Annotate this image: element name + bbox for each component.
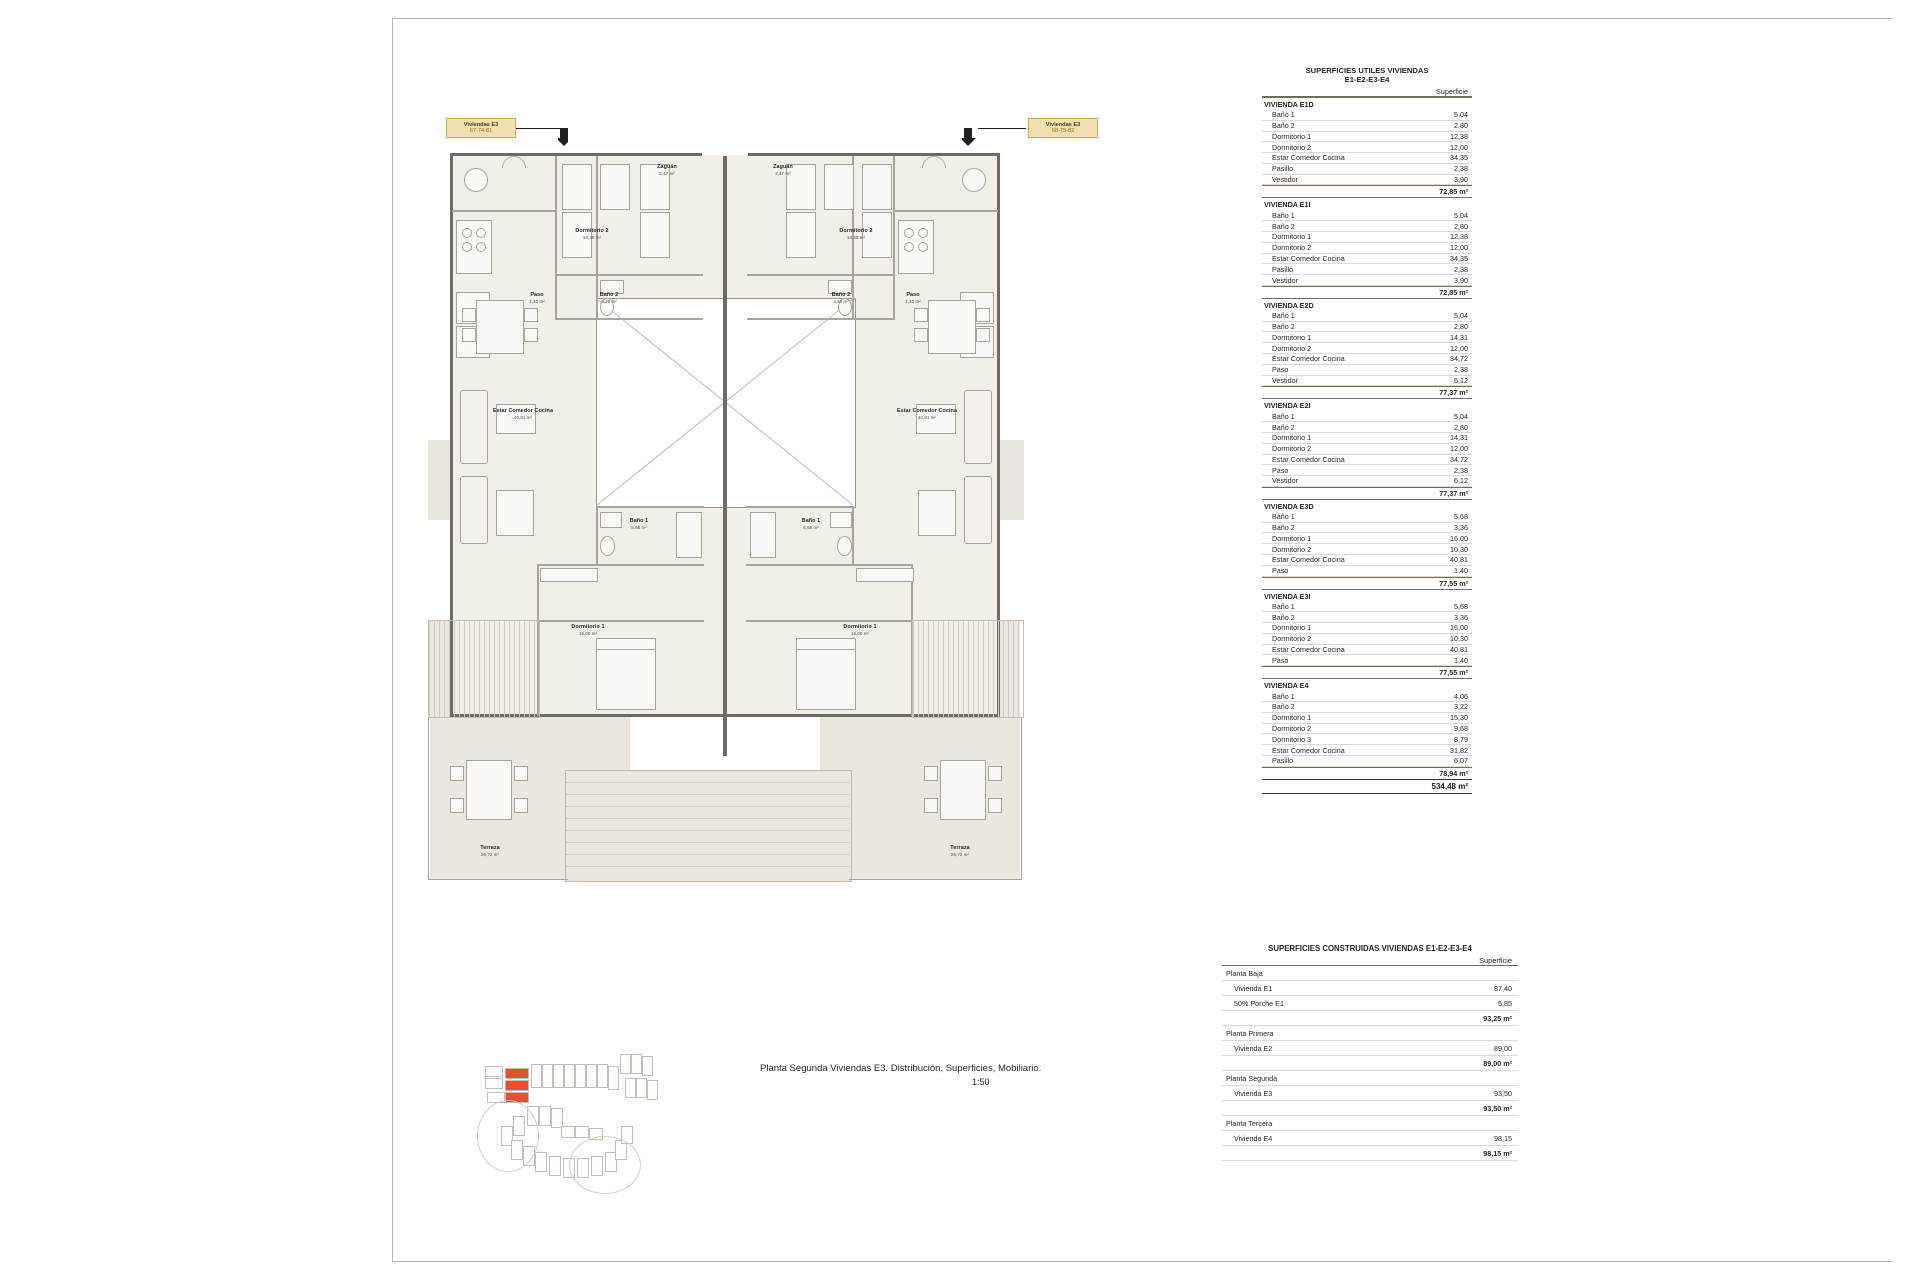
table-row xyxy=(1262,512,1472,523)
table-row xyxy=(1262,713,1472,724)
partition-right-7 xyxy=(852,506,854,566)
row-value: 4,06 xyxy=(1454,691,1468,701)
table-row xyxy=(1262,465,1472,476)
partition-left-11 xyxy=(596,156,598,276)
label-zaguan-right: Zaguán 2,47 m² xyxy=(773,164,793,176)
dining-table-right xyxy=(928,300,976,354)
toilet-left xyxy=(600,536,615,556)
row-label: Estar Comedor Cocina xyxy=(1272,555,1345,565)
table-row xyxy=(1262,602,1472,613)
table-row xyxy=(1262,142,1472,153)
row-value: 34,35 xyxy=(1450,253,1468,263)
bed-dorm2-right-b xyxy=(640,212,670,258)
dwelling-tag-right-codes: 68-75-82 xyxy=(1051,128,1075,134)
label-dorm1-left: Dormitorio 1 16,00 m² xyxy=(571,624,605,636)
table-row xyxy=(1262,354,1472,365)
table2-section-header: Planta Baja xyxy=(1222,966,1518,981)
row-value: 3,90 xyxy=(1454,175,1468,185)
terrace-chair xyxy=(988,798,1002,813)
table-row xyxy=(1262,322,1472,333)
table2-title: SUPERFICIES CONSTRUIDAS VIVIENDAS E1-E2-E3-E4 xyxy=(1268,944,1472,953)
row-value: 14,31 xyxy=(1450,433,1468,443)
label-dorm2-left: Dormitorio 2 10,30 m² xyxy=(575,228,609,240)
row-value: 9,68 xyxy=(1454,723,1468,733)
tv-unit-left xyxy=(496,490,534,536)
partition-left-2 xyxy=(555,274,703,276)
bed-dorm2-r-right-a xyxy=(862,164,892,210)
table-row xyxy=(1262,645,1472,656)
partition-left-10 xyxy=(537,620,704,622)
label-dorm2-right: Dormitorio 2 10,30 m² xyxy=(839,228,873,240)
table-row xyxy=(1262,164,1472,175)
table-row xyxy=(1262,455,1472,466)
table1-group-header: VIVIENDA E1D xyxy=(1262,97,1472,110)
row-value: 3,22 xyxy=(1454,702,1468,712)
table1-group-total: 77,37 m² xyxy=(1262,487,1472,499)
row-label: Estar Comedor Cocina xyxy=(1272,153,1345,163)
table1-col-header: Superficie xyxy=(1262,87,1472,97)
row-value: 12,00 xyxy=(1450,243,1468,253)
partition-right-8 xyxy=(746,564,913,566)
row-value: 5,04 xyxy=(1454,311,1468,321)
armchair-left xyxy=(460,476,488,544)
sheet-frame-bottom xyxy=(392,1261,1892,1262)
sofa-right xyxy=(964,390,992,464)
table-row xyxy=(1262,254,1472,265)
row-value: 34,72 xyxy=(1450,454,1468,464)
dining-chair xyxy=(524,308,538,322)
hob-burner-icon xyxy=(462,242,472,252)
row-label: Baño 1 xyxy=(1272,512,1295,522)
dwelling-tag-left[interactable] xyxy=(446,118,516,138)
row-label: Dormitorio 2 xyxy=(1272,723,1312,733)
table-row xyxy=(1262,476,1472,487)
table1-group-total: 78,94 m² xyxy=(1262,767,1472,779)
tag-left-arrow-icon xyxy=(558,124,568,146)
headboard-left xyxy=(596,638,656,650)
row-value: 6,07 xyxy=(1454,756,1468,766)
table-row xyxy=(1262,555,1472,566)
terrace-table-left xyxy=(466,760,512,820)
tag-right-arrow-icon xyxy=(962,124,978,146)
row-value: 10,30 xyxy=(1450,634,1468,644)
label-zaguan-left: Zaguán 2,47 m² xyxy=(657,164,677,176)
table1-group-total: 77,55 m² xyxy=(1262,666,1472,678)
label-estar-right: Estar Comedor Cocina 40,81 m² xyxy=(896,408,958,420)
row-value: 3,36 xyxy=(1454,612,1468,622)
sheet-frame-left xyxy=(392,18,393,1262)
row-value: 12,00 xyxy=(1450,343,1468,353)
dining-chair xyxy=(976,328,990,342)
armchair-right xyxy=(964,476,992,544)
table-row xyxy=(1262,566,1472,577)
row-value: 5,68 xyxy=(1454,512,1468,522)
table1-group-header: VIVIENDA E3I xyxy=(1262,589,1472,602)
partition-right-2 xyxy=(747,274,895,276)
row-label: Baño 2 xyxy=(1272,523,1295,533)
partition-left-12 xyxy=(452,210,557,212)
table1-body xyxy=(1262,97,1472,779)
row-value: 89,00 xyxy=(1494,1043,1512,1053)
floor-plan-drawing xyxy=(400,60,1080,1060)
table-row xyxy=(1262,544,1472,555)
row-label: Vivienda E4 xyxy=(1234,1133,1273,1143)
stair-left-hatch xyxy=(428,620,540,718)
row-value: 10,30 xyxy=(1450,544,1468,554)
dining-chair xyxy=(524,328,538,342)
shower-left xyxy=(676,512,702,558)
row-label: Dormitorio 2 xyxy=(1272,444,1312,454)
dining-chair xyxy=(976,308,990,322)
row-label: Dormitorio 1 xyxy=(1272,433,1312,443)
row-value: 34,72 xyxy=(1450,354,1468,364)
row-label: Baño 1 xyxy=(1272,601,1295,611)
terrace-chair xyxy=(924,766,938,781)
row-value: 93,50 xyxy=(1494,1088,1512,1098)
row-label: 50% Porche E1 xyxy=(1234,998,1284,1008)
row-value: 14,31 xyxy=(1450,332,1468,342)
table2-section-total: 98,15 m² xyxy=(1222,1146,1518,1161)
bed-dorm2-mid-a xyxy=(600,164,630,210)
wall-top-right xyxy=(748,153,1000,156)
table-row xyxy=(1262,634,1472,645)
row-label: Dormitorio 2 xyxy=(1272,142,1312,152)
hob-burner-icon xyxy=(904,228,914,238)
row-value: 15,30 xyxy=(1450,713,1468,723)
partition-left-8 xyxy=(537,564,704,566)
row-value: 1,40 xyxy=(1454,566,1468,576)
row-label: Paso xyxy=(1272,365,1289,375)
bed-dorm2-left-a xyxy=(562,164,592,210)
table1-group-total: 77,37 m² xyxy=(1262,386,1472,398)
table-row xyxy=(1262,153,1472,164)
table-row xyxy=(1262,691,1472,702)
row-value: 34,35 xyxy=(1450,153,1468,163)
terrace-chair xyxy=(514,798,528,813)
row-value: 2,80 xyxy=(1454,221,1468,231)
label-bano1-left: Baño 1 5,68 m² xyxy=(629,518,649,530)
entry-marker-right xyxy=(962,168,986,192)
table-row xyxy=(1262,655,1472,666)
row-value: 2,38 xyxy=(1454,264,1468,274)
dining-table-left xyxy=(476,300,524,354)
row-value: 1,40 xyxy=(1454,655,1468,665)
table-superficies-utiles xyxy=(1262,66,1472,794)
label-terraza-left: Terraza 26,72 m² xyxy=(480,845,500,857)
hob-burner-icon xyxy=(476,242,486,252)
row-value: 40,81 xyxy=(1450,645,1468,655)
table-row xyxy=(1262,365,1472,376)
shower-right xyxy=(750,512,776,558)
row-label: Dormitorio 1 xyxy=(1272,131,1312,141)
row-value: 5,04 xyxy=(1454,210,1468,220)
row-value: 2,38 xyxy=(1454,164,1468,174)
partition-right-4 xyxy=(747,318,895,320)
bed-dorm2-r-left-b xyxy=(786,212,816,258)
table-row xyxy=(1262,232,1472,243)
table-row xyxy=(1262,132,1472,143)
table-row xyxy=(1222,1041,1518,1056)
row-label: Baño 2 xyxy=(1272,121,1295,131)
highlight-block-2 xyxy=(505,1080,529,1091)
table1-group-header: VIVIENDA E2D xyxy=(1262,298,1472,311)
wall-top-left xyxy=(450,153,702,156)
row-value: 12,38 xyxy=(1450,131,1468,141)
terrace-chair xyxy=(450,798,464,813)
row-label: Dormitorio 2 xyxy=(1272,544,1312,554)
table-row xyxy=(1262,734,1472,745)
table2-section-total: 93,25 m² xyxy=(1222,1011,1518,1026)
table-row xyxy=(1262,623,1472,634)
table-row xyxy=(1262,411,1472,422)
table-row xyxy=(1262,221,1472,232)
row-value: 6,12 xyxy=(1454,375,1468,385)
right-balcony-slab xyxy=(1000,440,1024,520)
table-row xyxy=(1222,1131,1518,1146)
table1-group-header: VIVIENDA E1I xyxy=(1262,197,1472,210)
tag-right-leader xyxy=(978,128,1026,129)
table1-group-header: VIVIENDA E3D xyxy=(1262,499,1472,512)
label-bano2-right: Baño 2 3,36 m² xyxy=(831,292,851,304)
row-label: Estar Comedor Cocina xyxy=(1272,645,1345,655)
row-label: Dormitorio 2 xyxy=(1272,343,1312,353)
terrace-table-right xyxy=(940,760,986,820)
row-label: Baño 1 xyxy=(1272,691,1295,701)
table2-col-header: Superficie xyxy=(1222,956,1518,966)
table-row xyxy=(1262,376,1472,387)
table-row xyxy=(1262,702,1472,713)
highlight-block-1 xyxy=(505,1068,529,1079)
table-row xyxy=(1262,612,1472,623)
wardrobe-left xyxy=(540,568,598,582)
label-terraza-right: Terraza 26,72 m² xyxy=(950,845,970,857)
row-label: Baño 2 xyxy=(1272,422,1295,432)
row-value: 2,38 xyxy=(1454,465,1468,475)
label-estar-left: Estar Comedor Cocina 40,81 m² xyxy=(492,408,554,420)
hob-burner-icon xyxy=(476,228,486,238)
bed-dorm2-r-mid-a xyxy=(824,164,854,210)
table-row xyxy=(1262,724,1472,735)
label-bano1-right: Baño 1 5,68 m² xyxy=(801,518,821,530)
row-value: 12,00 xyxy=(1450,444,1468,454)
dining-chair xyxy=(914,308,928,322)
row-value: 87,40 xyxy=(1494,983,1512,993)
row-value: 16,00 xyxy=(1450,623,1468,633)
table-row xyxy=(1262,433,1472,444)
row-label: Dormitorio 1 xyxy=(1272,713,1312,723)
table1-title: SUPERFICIES UTILES VIVIENDAS E1-E2-E3-E4 xyxy=(1305,66,1429,85)
table-row xyxy=(1262,332,1472,343)
row-label: Dormitorio 1 xyxy=(1272,623,1312,633)
row-label: Baño 1 xyxy=(1272,411,1295,421)
sofa-left xyxy=(460,390,488,464)
row-label: Dormitorio 1 xyxy=(1272,332,1312,342)
hob-burner-icon xyxy=(918,242,928,252)
row-label: Dormitorio 1 xyxy=(1272,533,1312,543)
site-key-map xyxy=(465,1040,715,1230)
terrace-chair xyxy=(450,766,464,781)
partition-right-1 xyxy=(893,156,895,276)
plan-caption-scale: 1:50 xyxy=(972,1077,990,1087)
row-label: Vestidor xyxy=(1272,275,1298,285)
row-value: 2,80 xyxy=(1454,322,1468,332)
partition-left-6 xyxy=(596,506,704,508)
row-label: Estar Comedor Cocina xyxy=(1272,253,1345,263)
hob-burner-icon xyxy=(904,242,914,252)
sheet-frame-top xyxy=(392,18,1892,19)
row-label: Estar Comedor Cocina xyxy=(1272,745,1345,755)
label-bano2-left: Baño 2 3,36 m² xyxy=(599,292,619,304)
row-value: 3,36 xyxy=(1454,523,1468,533)
row-label: Baño 2 xyxy=(1272,322,1295,332)
row-label: Estar Comedor Cocina xyxy=(1272,354,1345,364)
table1-group-header: VIVIENDA E4 xyxy=(1262,678,1472,691)
table-row xyxy=(1262,533,1472,544)
hob-burner-icon xyxy=(462,228,472,238)
row-label: Dormitorio 2 xyxy=(1272,243,1312,253)
terrace-chair xyxy=(924,798,938,813)
terrace-chair xyxy=(514,766,528,781)
table1-grand-total: 534,48 m² xyxy=(1262,779,1472,794)
row-label: Baño 2 xyxy=(1272,221,1295,231)
dwelling-tag-right-name: Viviendas E3 xyxy=(1045,122,1081,128)
partition-right-12 xyxy=(893,210,998,212)
row-label: Paso xyxy=(1272,566,1289,576)
toilet-right xyxy=(837,536,852,556)
row-label: Estar Comedor Cocina xyxy=(1272,454,1345,464)
label-paso-left: Paso 1,40 m² xyxy=(529,292,545,304)
partition-right-6 xyxy=(746,506,854,508)
stair-right-hatch xyxy=(912,620,1024,718)
table-row xyxy=(1262,523,1472,534)
row-value: 2,38 xyxy=(1454,365,1468,375)
table-row xyxy=(1262,110,1472,121)
tv-unit-right xyxy=(918,490,956,536)
table2-section-total: 89,00 m² xyxy=(1222,1056,1518,1071)
partition-left-1 xyxy=(555,156,557,276)
row-value: 2,80 xyxy=(1454,422,1468,432)
partition-left-4 xyxy=(555,318,703,320)
table-row xyxy=(1262,745,1472,756)
label-dorm1-right: Dormitorio 1 16,00 m² xyxy=(843,624,877,636)
row-value: 6,12 xyxy=(1454,476,1468,486)
row-value: 40,81 xyxy=(1450,555,1468,565)
row-label: Vestidor xyxy=(1272,175,1298,185)
row-value: 31,82 xyxy=(1450,745,1468,755)
table2-body xyxy=(1222,966,1518,1161)
dining-chair xyxy=(462,308,476,322)
row-label: Baño 1 xyxy=(1272,110,1295,120)
row-value: 16,00 xyxy=(1450,533,1468,543)
row-value: 3,90 xyxy=(1454,275,1468,285)
row-value: 98,15 xyxy=(1494,1133,1512,1143)
table-row xyxy=(1262,756,1472,767)
table1-group-total: 72,85 m² xyxy=(1262,185,1472,197)
table-row xyxy=(1262,210,1472,221)
dwelling-tag-right[interactable] xyxy=(1028,118,1098,138)
table-superficies-construidas xyxy=(1222,944,1518,1161)
row-label: Dormitorio 1 xyxy=(1272,232,1312,242)
row-label: Dormitorio 2 xyxy=(1272,634,1312,644)
label-paso-right: Paso 1,40 m² xyxy=(905,292,921,304)
row-label: Vestidor xyxy=(1272,476,1298,486)
row-value: 12,38 xyxy=(1450,232,1468,242)
row-value: 8,79 xyxy=(1454,734,1468,744)
wall-party-central xyxy=(723,156,727,756)
hob-burner-icon xyxy=(918,228,928,238)
dwelling-tag-left-codes: 67-74-81 xyxy=(469,128,493,134)
table1-group-total: 77,55 m² xyxy=(1262,577,1472,589)
row-label: Dormitorio 3 xyxy=(1272,734,1312,744)
row-value: 2,80 xyxy=(1454,121,1468,131)
dining-chair xyxy=(914,328,928,342)
row-label: Baño 2 xyxy=(1272,702,1295,712)
row-label: Pasillo xyxy=(1272,264,1294,274)
bed-dorm1-left xyxy=(596,648,656,710)
table-row xyxy=(1222,981,1518,996)
table-row xyxy=(1262,422,1472,433)
wardrobe-right xyxy=(856,568,914,582)
row-value: 5,04 xyxy=(1454,110,1468,120)
row-label: Baño 2 xyxy=(1272,612,1295,622)
row-label: Baño 1 xyxy=(1272,311,1295,321)
table-row xyxy=(1222,1086,1518,1101)
row-label: Vestidor xyxy=(1272,375,1298,385)
row-value: 12,00 xyxy=(1450,142,1468,152)
row-label: Paso xyxy=(1272,655,1289,665)
row-label: Paso xyxy=(1272,465,1289,475)
table-row xyxy=(1262,175,1472,186)
table2-section-header: Planta Primera xyxy=(1222,1026,1518,1041)
row-value: 5,68 xyxy=(1454,601,1468,611)
table1-group-total: 72,85 m² xyxy=(1262,286,1472,298)
table2-section-header: Planta Tercera xyxy=(1222,1116,1518,1131)
dwelling-tag-left-name: Viviendas E3 xyxy=(463,122,499,128)
table2-section-total: 93,50 m² xyxy=(1222,1101,1518,1116)
partition-right-10 xyxy=(746,620,913,622)
table2-section-header: Planta Segunda xyxy=(1222,1071,1518,1086)
plan-caption-title: Planta Segunda Viviendas E3. Distribución, Superficies, Mobiliario. xyxy=(760,1063,1042,1074)
row-label: Vivienda E2 xyxy=(1234,1043,1273,1053)
entry-marker-left xyxy=(464,168,488,192)
row-label: Vivienda E1 xyxy=(1234,983,1273,993)
bed-dorm1-right xyxy=(796,648,856,710)
tag-left-leader xyxy=(516,128,564,129)
row-label: Pasillo xyxy=(1272,756,1294,766)
row-label: Pasillo xyxy=(1272,164,1294,174)
plan-caption xyxy=(760,1063,1120,1087)
partition-left-7 xyxy=(596,506,598,566)
table-row xyxy=(1262,243,1472,254)
table-row xyxy=(1262,343,1472,354)
table-row xyxy=(1262,444,1472,455)
terrace-chair xyxy=(988,766,1002,781)
row-label: Vivienda E3 xyxy=(1234,1088,1273,1098)
dining-chair xyxy=(462,328,476,342)
row-label: Baño 1 xyxy=(1272,210,1295,220)
table-row xyxy=(1262,121,1472,132)
table-row xyxy=(1262,264,1472,275)
table-row xyxy=(1262,275,1472,286)
row-value: 5,85 xyxy=(1498,998,1512,1008)
left-balcony-slab xyxy=(428,440,452,520)
headboard-right xyxy=(796,638,856,650)
row-value: 5,04 xyxy=(1454,411,1468,421)
table-row xyxy=(1222,996,1518,1011)
table1-group-header: VIVIENDA E2I xyxy=(1262,398,1472,411)
table-row xyxy=(1262,311,1472,322)
